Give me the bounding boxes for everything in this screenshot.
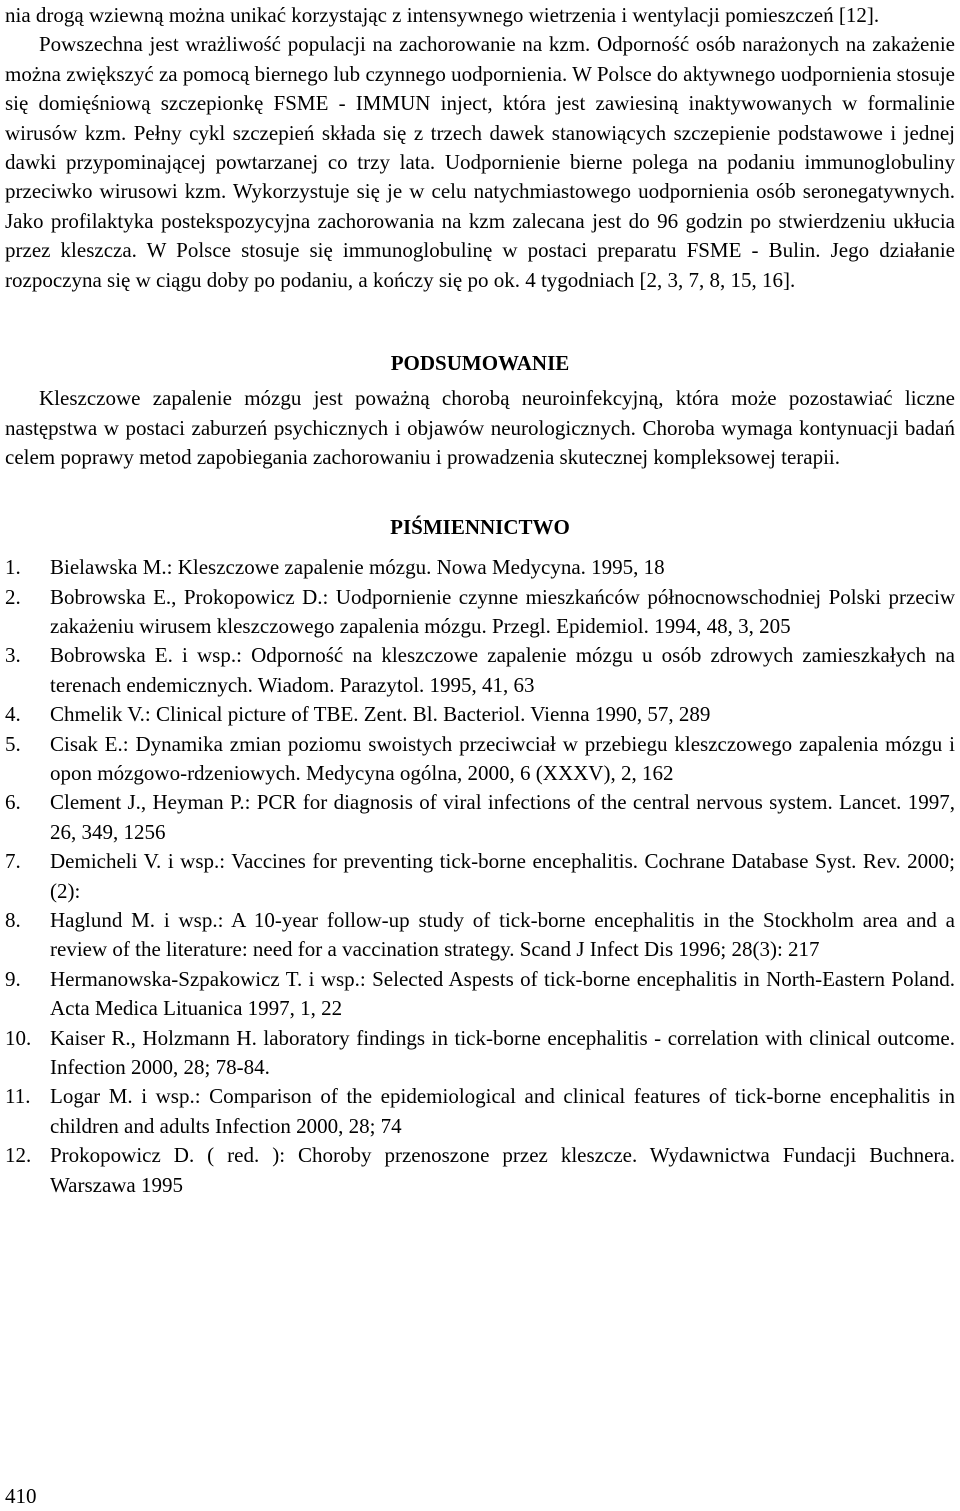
- reference-item-6: [5, 788, 955, 847]
- reference-text: Clement J., Heyman P.: PCR for diagnosis of viral infections of the central nervous system. Lancet. 1997, 26, 349, 1256: [50, 790, 955, 844]
- page-number: 410: [5, 1484, 37, 1508]
- reference-text: Logar M. i wsp.: Comparison of the epidemiological and clinical features of tick-borne encephalitis in children and adults Infection 2000, 28; 74: [50, 1084, 955, 1138]
- reference-number: 6.: [5, 790, 21, 815]
- reference-item-7: [5, 847, 955, 906]
- reference-number: 10.: [5, 1025, 32, 1050]
- reference-number: 8.: [5, 907, 21, 932]
- reference-item-10: [5, 1024, 955, 1083]
- reference-text: Demicheli V. i wsp.: Vaccines for preventing tick-borne encephalitis. Cochrane Database Syst. Rev. 2000; (2):: [50, 849, 955, 903]
- reference-item-12: [5, 1141, 955, 1200]
- reference-item-2: [5, 583, 955, 642]
- document-page: [5, 0, 955, 1200]
- reference-text: Bobrowska E. i wsp.: Odporność na kleszczowe zapalenie mózgu u osób zdrowych zamieszkałych na terenach endemicznych. Wiadom. Parazytol. 1995, 41, 63: [50, 643, 955, 697]
- reference-text: Haglund M. i wsp.: A 10-year follow-up study of tick-borne encephalitis in the Stockholm area and a review of the literature: need for a vaccination strategy. Scand J Infect Dis 1996; 28(3): 217: [50, 907, 955, 962]
- reference-number: 3.: [5, 643, 21, 668]
- reference-text: Hermanowska-Szpakowicz T. i wsp.: Selected Aspests of tick-borne encephalitis in North-Eastern Poland. Acta Medica Lituanica 1997, 1, 22: [50, 966, 955, 1021]
- reference-text: Chmelik V.: Clinical picture of TBE. Zent. Bl. Bacteriol. Vienna 1990, 57, 289: [50, 702, 711, 727]
- reference-number: 7.: [5, 849, 21, 874]
- reference-item-8: [5, 906, 955, 965]
- reference-item-5: [5, 730, 955, 789]
- reference-text: Cisak E.: Dynamika zmian poziomu swoistych przeciwciał w przebiegu kleszczowego zapalenia mózgu i opon mózgowo-rdzeniowych. Medycyna ogólna, 2000, 6 (XXXV), 2, 162: [50, 731, 955, 785]
- reference-text: Bobrowska E., Prokopowicz D.: Uodpornienie czynne mieszkańców północnowschodniej Polski przeciw zakażeniu wirusem kleszczowego zapalenia mózgu. Przegl. Epidemiol. 1994, 48, 3, 205: [50, 584, 955, 638]
- reference-item-11: [5, 1082, 955, 1141]
- reference-item-4: [5, 700, 955, 729]
- reference-number: 11.: [5, 1084, 31, 1109]
- reference-item-9: [5, 965, 955, 1024]
- reference-text: Kaiser R., Holzmann H. laboratory findings in tick-borne encephalitis - correlation with clinical outcome. Infection 2000, 28; 78-84.: [50, 1025, 955, 1079]
- reference-number: 9.: [5, 966, 21, 991]
- reference-number: 12.: [5, 1143, 32, 1168]
- summary-paragraph: Kleszczowe zapalenie mózgu jest poważną chorobą neuroinfekcyjną, która może pozostawiać liczne następstwa w postaci zaburzeń psychicznych i objawów neurologicznych. Choroba wymaga kontynuacji badań celem poprawy metod zapobiegania zachorowaniu i prowadzenia skutecznej kompleksowej terapii.: [5, 386, 955, 470]
- summary-heading: PODSUMOWANIE: [390, 351, 570, 376]
- references-list: [5, 553, 955, 1200]
- reference-number: 1.: [5, 555, 21, 580]
- reference-item-1: [5, 553, 955, 582]
- reference-text: Bielawska M.: Kleszczowe zapalenie mózgu. Nowa Medycyna. 1995, 18: [50, 555, 665, 580]
- intro-paragraph-immunization: Powszechna jest wrażliwość populacji na zachorowanie na kzm. Odporność osób narażonych na zakażenie można zwiększyć za pomocą biernego lub czynnego uodpornienia. W Polsce do aktywnego uodpornienia stosuje się domięśniową szczepionkę FSME - IMMUN inject, która jest zawiesiną inaktywowanych w formalinie wirusów kzm. Pełny cykl szczepień składa się z trzech dawek stanowiących szczepienie podstawowe i jednej dawki przypominającej powtarzanej co trzy lata. Uodpornienie bierne polega na podaniu immunoglobuliny przeciwko wirusowi kzm. Wykorzystuje się je w celu natychmiastowego uodpornienia osób seronegatywnych. Jako profilaktyka postekspozycyjna zachorowania na kzm zalecana jest do 96 godzin po stwierdzeniu ukłucia przez kleszcza. W Polsce stosuje się immunoglobulinę w postaci preparatu FSME - Bulin. Jego działanie rozpoczyna się w ciągu doby po podaniu, a kończy się po ok. 4 tygodniach [2, 3, 7, 8, 15, 16].: [5, 32, 955, 292]
- references-heading: PIŚMIENNICTWO: [390, 514, 570, 539]
- reference-number: 4.: [5, 702, 21, 727]
- intro-paragraph-continued: nia drogą wziewną można unikać korzystając z intensywnego wietrzenia i wentylacji pomieszczeń [12].: [5, 3, 880, 27]
- reference-number: 2.: [5, 584, 21, 609]
- reference-number: 5.: [5, 731, 21, 756]
- reference-item-3: [5, 641, 955, 700]
- reference-text: Prokopowicz D. ( red. ): Choroby przenoszone przez kleszcze. Wydawnictwa Fundacji Buchnera. Warszawa 1995: [50, 1143, 955, 1197]
